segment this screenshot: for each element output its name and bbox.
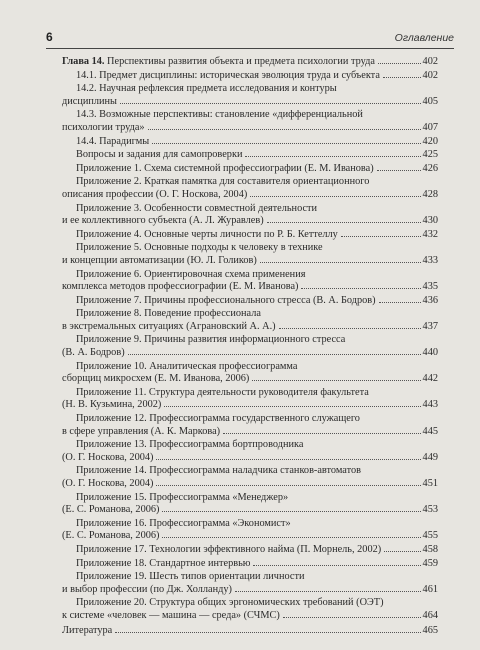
- toc-entry[interactable]: [62, 571, 438, 596]
- toc-entry[interactable]: [62, 439, 438, 464]
- dot-leader: [378, 63, 421, 64]
- toc-page-number: 443: [422, 399, 438, 411]
- dot-leader: [128, 354, 421, 355]
- toc-entry-text: и ее коллективного субъекта (А. Л. Журавлев): [62, 215, 264, 227]
- toc-entry[interactable]: [62, 558, 438, 571]
- toc-entry-line: [62, 452, 438, 465]
- toc-entry-text: Приложение 2. Краткая памятка для составителя ориентационного: [76, 176, 370, 188]
- dot-leader: [250, 196, 420, 197]
- toc-entry-line: [62, 136, 438, 149]
- toc-entry-line: [62, 109, 438, 122]
- toc-entry[interactable]: [62, 149, 438, 162]
- toc-entry-line: [62, 189, 438, 202]
- toc-entry-line: [62, 361, 438, 374]
- toc-entry[interactable]: [62, 56, 438, 69]
- toc-entry[interactable]: [62, 625, 438, 638]
- toc-page-number: 459: [422, 557, 438, 569]
- toc-entry[interactable]: [62, 70, 438, 83]
- toc-entry-line: [62, 504, 438, 517]
- toc-entry-line: [62, 70, 438, 83]
- toc-entry-line: [62, 558, 438, 571]
- toc-entry-line: [62, 269, 438, 282]
- toc-page-number: 428: [422, 188, 438, 200]
- toc-entry[interactable]: [62, 203, 438, 228]
- toc-entry-text: Приложение 16. Профессиограмма «Экономист»: [76, 517, 291, 529]
- toc-entry[interactable]: [62, 492, 438, 517]
- dot-leader: [260, 262, 421, 263]
- toc-entry-line: [62, 584, 438, 597]
- toc-entry-line: [62, 597, 438, 610]
- toc-entry-line: [62, 229, 438, 242]
- toc-entry-text: Приложение 8. Поведение профессионала: [76, 308, 261, 320]
- toc-entry-text: в сфере управления (А. К. Маркова): [62, 425, 221, 437]
- toc-entry-line: [62, 518, 438, 531]
- toc-entry-text: Приложение 11. Структура деятельности руководителя факультета: [76, 386, 369, 398]
- toc-page-number: 440: [422, 347, 438, 359]
- toc-entry-text: в экстремальных ситуациях (Аграновский А. А.): [62, 320, 276, 332]
- toc-entry-text: Приложение 10. Аналитическая профессиограмма: [76, 360, 298, 372]
- toc-entry-text: к системе «человек — машина — среда» (СЧМС): [62, 609, 280, 621]
- toc-entry[interactable]: [62, 295, 438, 308]
- toc-entry-text: Приложение 20. Структура общих эргономических требований (ОЭТ): [76, 597, 384, 609]
- toc-entry-line: [62, 544, 438, 557]
- toc-entry-text: Глава 14. Перспективы развития объекта и предмета психологии труда: [62, 56, 375, 67]
- toc-entry-text: (Е. С. Романова, 2006): [62, 530, 160, 542]
- toc-page-number: 433: [422, 254, 438, 266]
- toc-page-number: 461: [422, 583, 438, 595]
- toc-entry-text: 14.1. Предмет дисциплины: историческая эволюция труда и субъекта: [76, 69, 380, 81]
- toc-entry-text: Приложение 1. Схема системной профессиографии (Е. М. Иванова): [76, 162, 374, 174]
- toc-entry[interactable]: [62, 413, 438, 438]
- toc-entry-text: (Н. В. Кузьмина, 2002): [62, 399, 162, 411]
- toc-page-number: 437: [422, 320, 438, 332]
- toc-entry[interactable]: [62, 136, 438, 149]
- toc-entry[interactable]: [62, 176, 438, 201]
- toc-entry-text: Приложение 7. Причины профессионального стресса (В. А. Бодров): [76, 294, 376, 306]
- dot-leader: [156, 459, 420, 460]
- toc-entry-line: [62, 56, 438, 69]
- dot-leader: [383, 77, 421, 78]
- toc-entry-text: и выбор профессии (по Дж. Холланду): [62, 583, 232, 595]
- toc-entry-line: [62, 255, 438, 268]
- dot-leader: [162, 511, 420, 512]
- dot-leader: [253, 565, 420, 566]
- toc-entry-line: [62, 295, 438, 308]
- toc-entry[interactable]: [62, 242, 438, 267]
- dot-leader: [301, 288, 420, 289]
- toc-entry-text: Приложение 9. Причины развития информационного стресса: [76, 334, 346, 346]
- toc-entry-text: (О. Г. Носкова, 2004): [62, 478, 154, 489]
- toc-entry-text: Приложение 17. Технологии эффективного найма (П. Морнель, 2002): [76, 543, 382, 555]
- table-of-contents: [62, 56, 438, 638]
- toc-entry-line: [62, 571, 438, 584]
- toc-entry-text: дисциплины: [62, 95, 117, 107]
- dot-leader: [156, 485, 420, 486]
- dot-leader: [223, 433, 420, 434]
- toc-entry-text: сборщиц микросхем (Е. М. Иванова, 2006): [62, 373, 250, 385]
- toc-page-number: 420: [422, 135, 438, 147]
- toc-entry-line: [62, 387, 438, 400]
- toc-page-number: 432: [422, 228, 438, 240]
- toc-page-number: 458: [422, 543, 438, 555]
- toc-entry[interactable]: [62, 334, 438, 359]
- dot-leader: [120, 103, 421, 104]
- toc-entry[interactable]: [62, 83, 438, 108]
- toc-entry-line: [62, 163, 438, 176]
- dot-leader: [252, 380, 420, 381]
- toc-entry-text: (В. А. Бодров): [62, 347, 125, 359]
- toc-page-number: 445: [422, 425, 438, 437]
- toc-entry-text: 14.3. Возможные перспективы: становление «дифференциальной: [76, 109, 363, 121]
- toc-entry-line: [62, 149, 438, 162]
- dot-leader: [152, 143, 420, 144]
- dot-leader: [148, 129, 421, 130]
- toc-entry-line: [62, 347, 438, 360]
- toc-entry-line: [62, 308, 438, 321]
- toc-entry[interactable]: [62, 361, 438, 386]
- toc-entry-text: Приложение 4. Основные черты личности по Р. Б. Кеттеллу: [76, 228, 338, 240]
- toc-entry-text: Приложение 15. Профессиограмма «Менеджер»: [76, 491, 289, 503]
- dot-leader: [377, 170, 421, 171]
- toc-entry-line: [62, 373, 438, 386]
- running-title: Оглавление: [394, 32, 454, 44]
- toc-entry[interactable]: [62, 465, 438, 490]
- toc-entry-line: [62, 122, 438, 135]
- toc-entry-text: психологии труда»: [62, 121, 145, 133]
- dot-leader: [235, 591, 421, 592]
- toc-entry[interactable]: [62, 387, 438, 412]
- dot-leader: [115, 632, 420, 633]
- toc-entry-text: комплекса методов профессиографии (Е. М. Иванова): [62, 281, 299, 293]
- toc-entry-text: Приложение 12. Профессиограмма государственного служащего: [76, 413, 360, 425]
- toc-entry[interactable]: [62, 109, 438, 134]
- toc-entry-text: Приложение 5. Основные подходы к человеку в технике: [76, 242, 323, 254]
- toc-page-number: 430: [422, 215, 438, 227]
- toc-entry-line: [62, 176, 438, 189]
- dot-leader: [384, 551, 420, 552]
- toc-entry-text: Вопросы и задания для самопроверки: [76, 149, 243, 161]
- toc-entry-text: Приложение 13. Профессиограмма бортпроводника: [76, 439, 304, 451]
- toc-entry-line: [62, 281, 438, 294]
- toc-entry-line: [62, 610, 438, 623]
- toc-page-number: 425: [422, 149, 438, 161]
- dot-leader: [283, 617, 421, 618]
- toc-entry[interactable]: [62, 544, 438, 557]
- toc-page-number: 402: [422, 56, 438, 67]
- toc-entry-text: 14.4. Парадигмы: [76, 135, 150, 147]
- toc-entry[interactable]: [62, 229, 438, 242]
- toc-entry-line: [62, 334, 438, 347]
- toc-entry-text: (О. Г. Носкова, 2004): [62, 451, 154, 463]
- toc-entry[interactable]: [62, 308, 438, 333]
- toc-entry-text: (Е. С. Романова, 2006): [62, 504, 160, 516]
- toc-entry-text: Приложение 6. Ориентировочная схема применения: [76, 268, 306, 280]
- toc-page-number: 449: [422, 451, 438, 463]
- toc-entry-line: [62, 439, 438, 452]
- toc-entry[interactable]: [62, 163, 438, 176]
- toc-page-number: 464: [422, 609, 438, 621]
- dot-leader: [164, 406, 420, 407]
- toc-entry-text: Приложение 19. Шесть типов ориентации личности: [76, 571, 305, 583]
- toc-entry-text: Приложение 3. Особенности совместной деятельности: [76, 202, 318, 214]
- toc-entry[interactable]: [62, 269, 438, 294]
- toc-page-number: 465: [422, 624, 438, 636]
- toc-entry-text: Литература: [62, 624, 113, 636]
- toc-entry-line: [62, 426, 438, 439]
- toc-page-number: 405: [422, 95, 438, 107]
- toc-entry-line: [62, 96, 438, 109]
- page-number: 6: [46, 30, 53, 44]
- toc-page-number: 455: [422, 530, 438, 542]
- dot-leader: [279, 328, 421, 329]
- dot-leader: [267, 222, 421, 223]
- toc-entry-line: [62, 465, 438, 478]
- toc-entry[interactable]: [62, 597, 438, 622]
- toc-entry-line: [62, 399, 438, 412]
- dot-leader: [245, 156, 420, 157]
- toc-entry-line: [62, 242, 438, 255]
- toc-page-number: 435: [422, 281, 438, 293]
- dot-leader: [162, 537, 420, 538]
- toc-entry-line: [62, 203, 438, 216]
- toc-page-number: 442: [422, 373, 438, 385]
- toc-entry-text: 14.2. Научная рефлексия предмета исследования и контуры: [76, 83, 337, 95]
- toc-entry-line: [62, 625, 438, 638]
- toc-page-number: 426: [422, 162, 438, 174]
- toc-page-number: 407: [422, 121, 438, 133]
- page-header: [46, 30, 454, 49]
- toc-entry-text: Приложение 14. Профессиограмма наладчика станков-автоматов: [76, 465, 361, 477]
- toc-page-number: 436: [422, 294, 438, 306]
- toc-entry-line: [62, 83, 438, 96]
- toc-entry[interactable]: [62, 518, 438, 543]
- toc-entry-line: [62, 413, 438, 426]
- toc-entry-line: [62, 478, 438, 491]
- toc-entry-text: описания профессии (О. Г. Носкова, 2004): [62, 188, 248, 200]
- dot-leader: [341, 236, 421, 237]
- toc-entry-line: [62, 492, 438, 505]
- toc-entry-text: Приложение 18. Стандартное интервью: [76, 557, 251, 569]
- toc-entry-line: [62, 321, 438, 334]
- toc-page-number: 451: [422, 478, 438, 489]
- toc-page-number: 402: [422, 69, 438, 81]
- chapter-label: Глава 14.: [62, 56, 105, 67]
- toc-entry-line: [62, 215, 438, 228]
- toc-page-number: 453: [422, 504, 438, 516]
- toc-entry-line: [62, 530, 438, 543]
- toc-entry-text: и концепции автоматизации (Ю. Л. Голиков): [62, 254, 257, 266]
- dot-leader: [379, 302, 421, 303]
